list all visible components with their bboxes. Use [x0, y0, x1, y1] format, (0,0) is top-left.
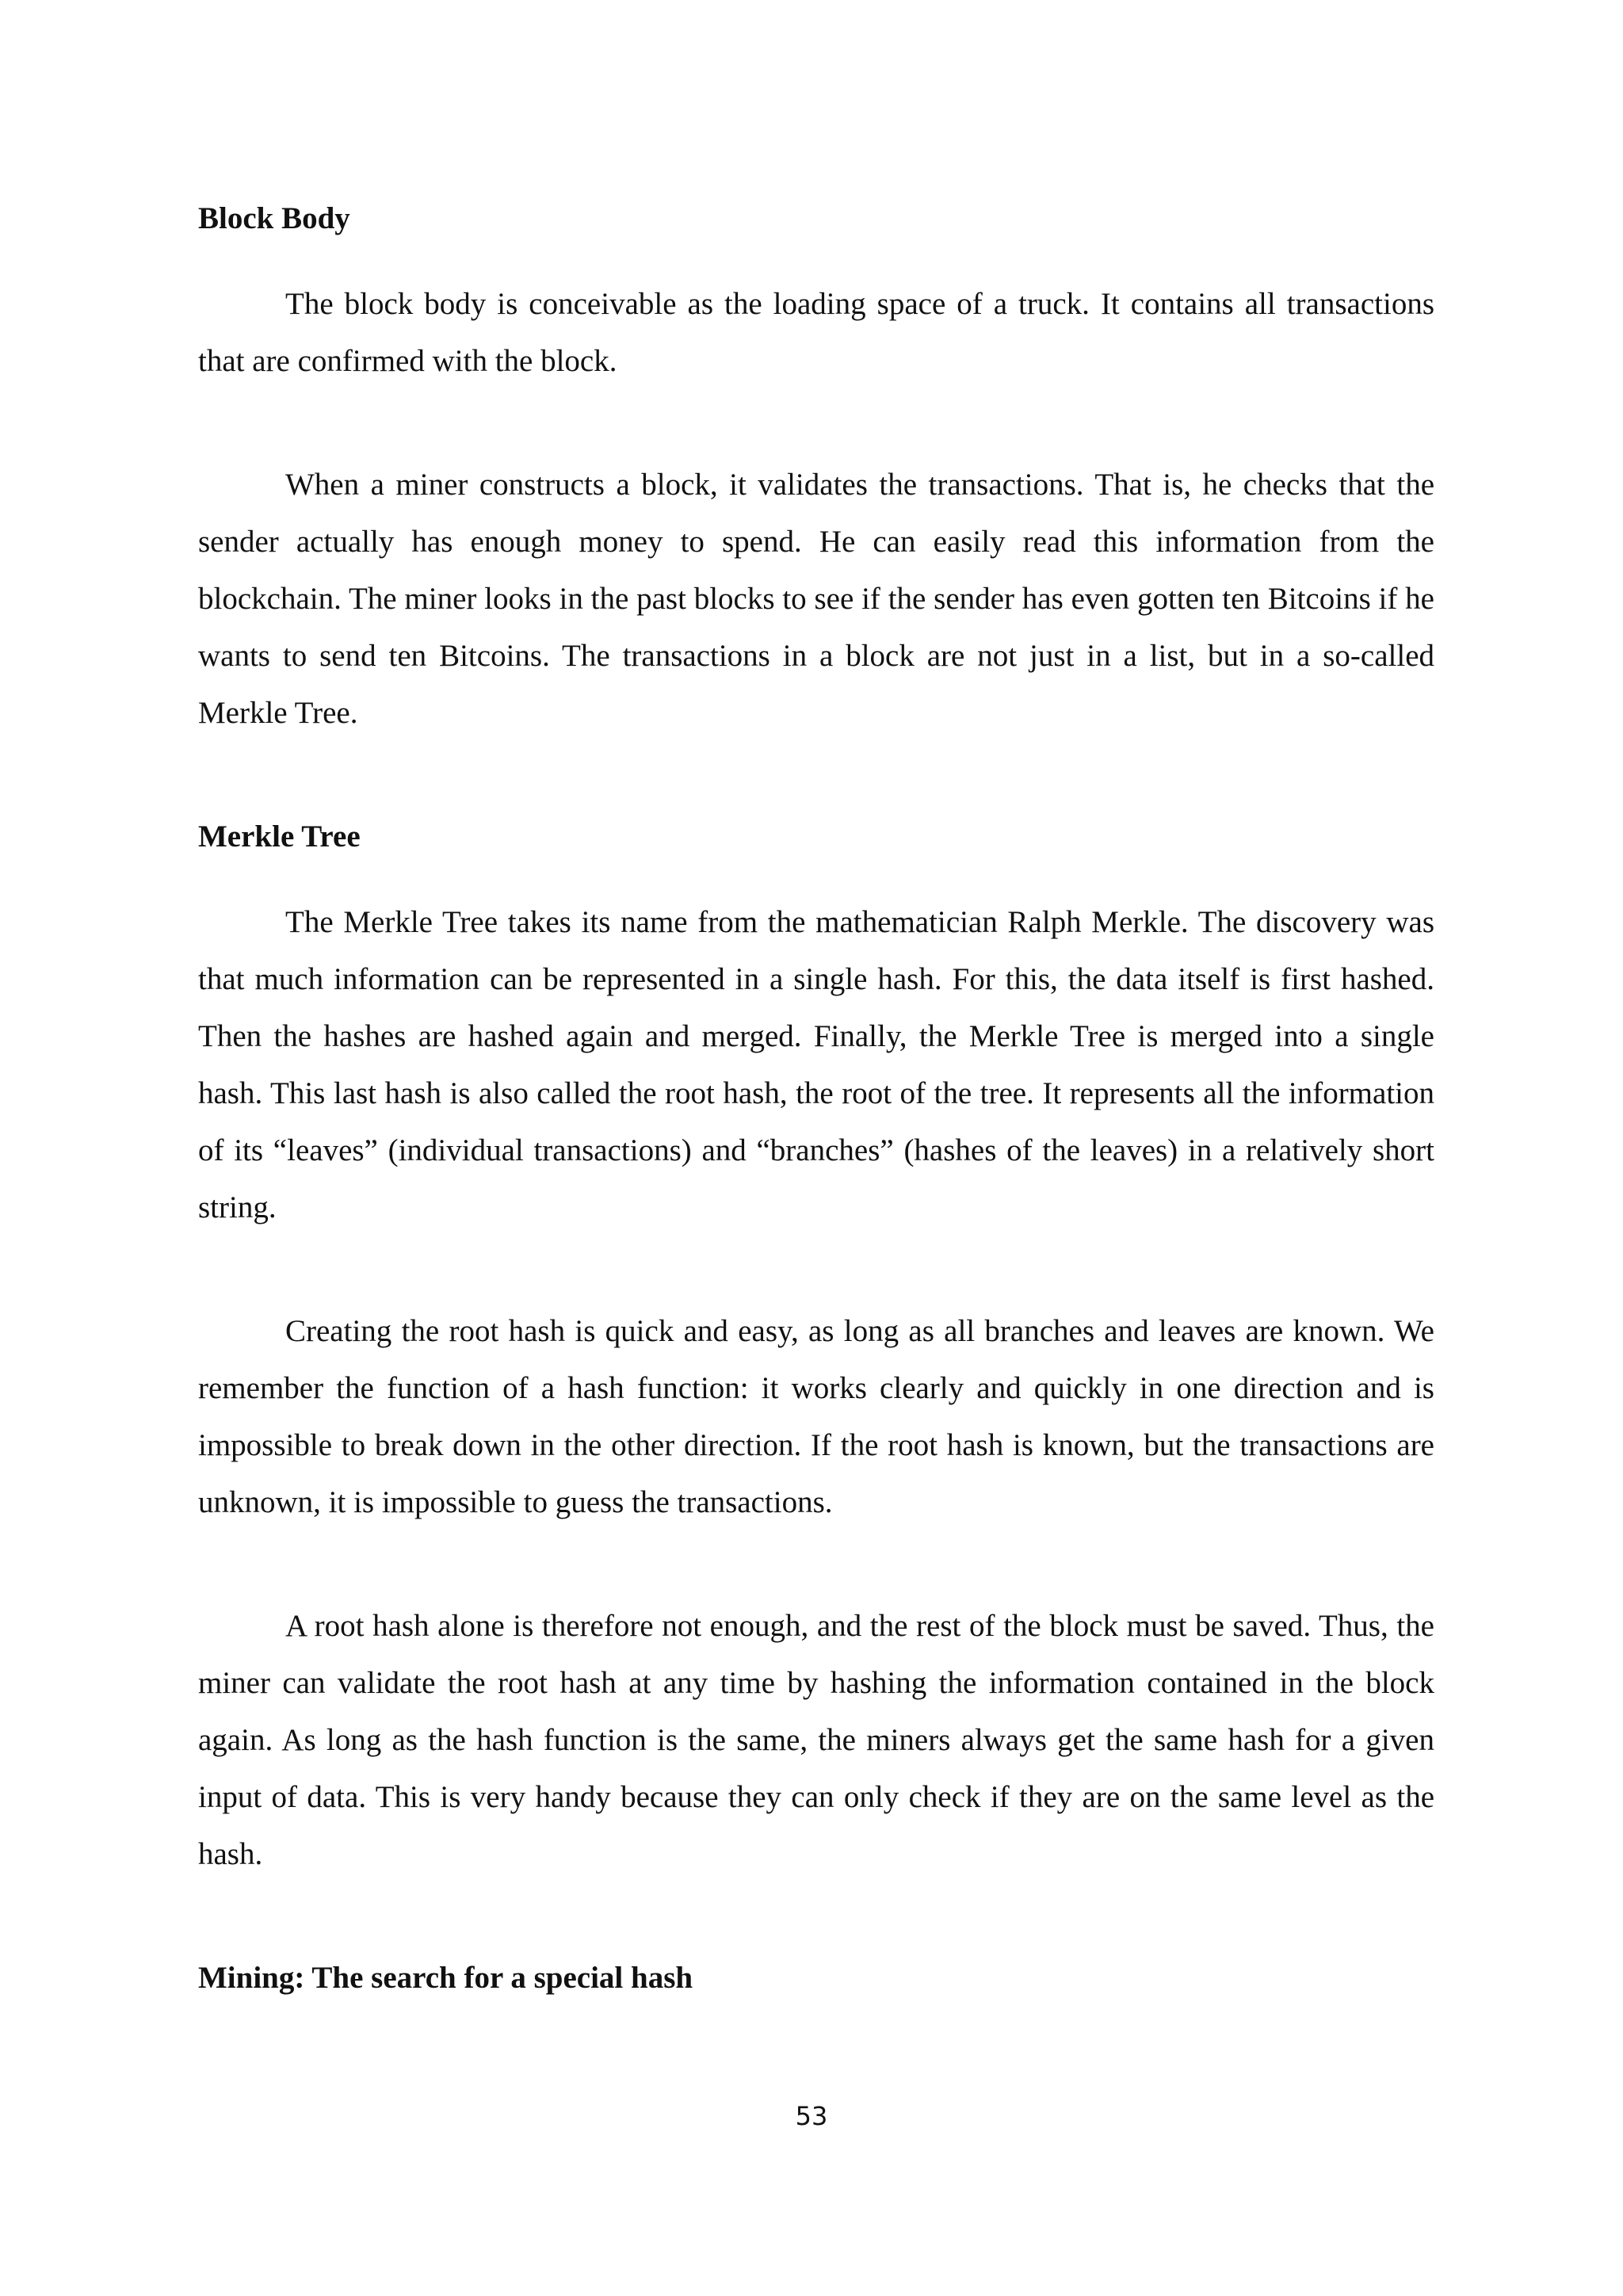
paragraph: A root hash alone is therefore not enough, and the rest of the block must be saved. Thus, the miner can validate the root hash at any time by hashing the information contained in the block again. As long as the hash function is the same, the miners always get the same hash for a given input of data. This is very handy because they can only check if they are on the same level as the hash. — [198, 1609, 1434, 1871]
paragraph: The Merkle Tree takes its name from the mathematician Ralph Merkle. The discovery was that much information can be represented in a single hash. For this, the data itself is first hashed. Then the hashes are hashed again and merged. Finally, the Merkle Tree is merged into a single hash. This last hash is also called the root hash, the root of the tree. It represents all the information of its “leaves” (individual transactions) and “branches” (hashes of the leaves) in a relatively short string. — [198, 905, 1434, 1224]
section-heading-merkle-tree: Merkle Tree — [198, 819, 361, 854]
paragraph: The block body is conceivable as the loading space of a truck. It contains all transactions that are confirmed with the block. — [198, 287, 1434, 378]
page-number: 53 — [795, 2101, 828, 2131]
section-heading-mining: Mining: The search for a special hash — [198, 1961, 693, 1995]
paragraph: When a miner constructs a block, it validates the transactions. That is, he checks that the sender actually has enough money to spend. He can easily read this information from the blockchain. The miner looks in the past blocks to see if the sender has even gotten ten Bitcoins if he wants to send ten Bitcoins. The transactions in a block are not just in a list, but in a so-called Merkle Tree. — [198, 468, 1434, 730]
paragraph: Creating the root hash is quick and easy, as long as all branches and leaves are known. We remember the function of a hash function: it works clearly and quickly in one direction and is impossible to break down in the other direction. If the root hash is known, but the transactions are unknown, it is impossible to guess the transactions. — [198, 1314, 1434, 1519]
page-content — [198, 190, 1434, 2007]
section-heading-block-body: Block Body — [198, 201, 350, 235]
